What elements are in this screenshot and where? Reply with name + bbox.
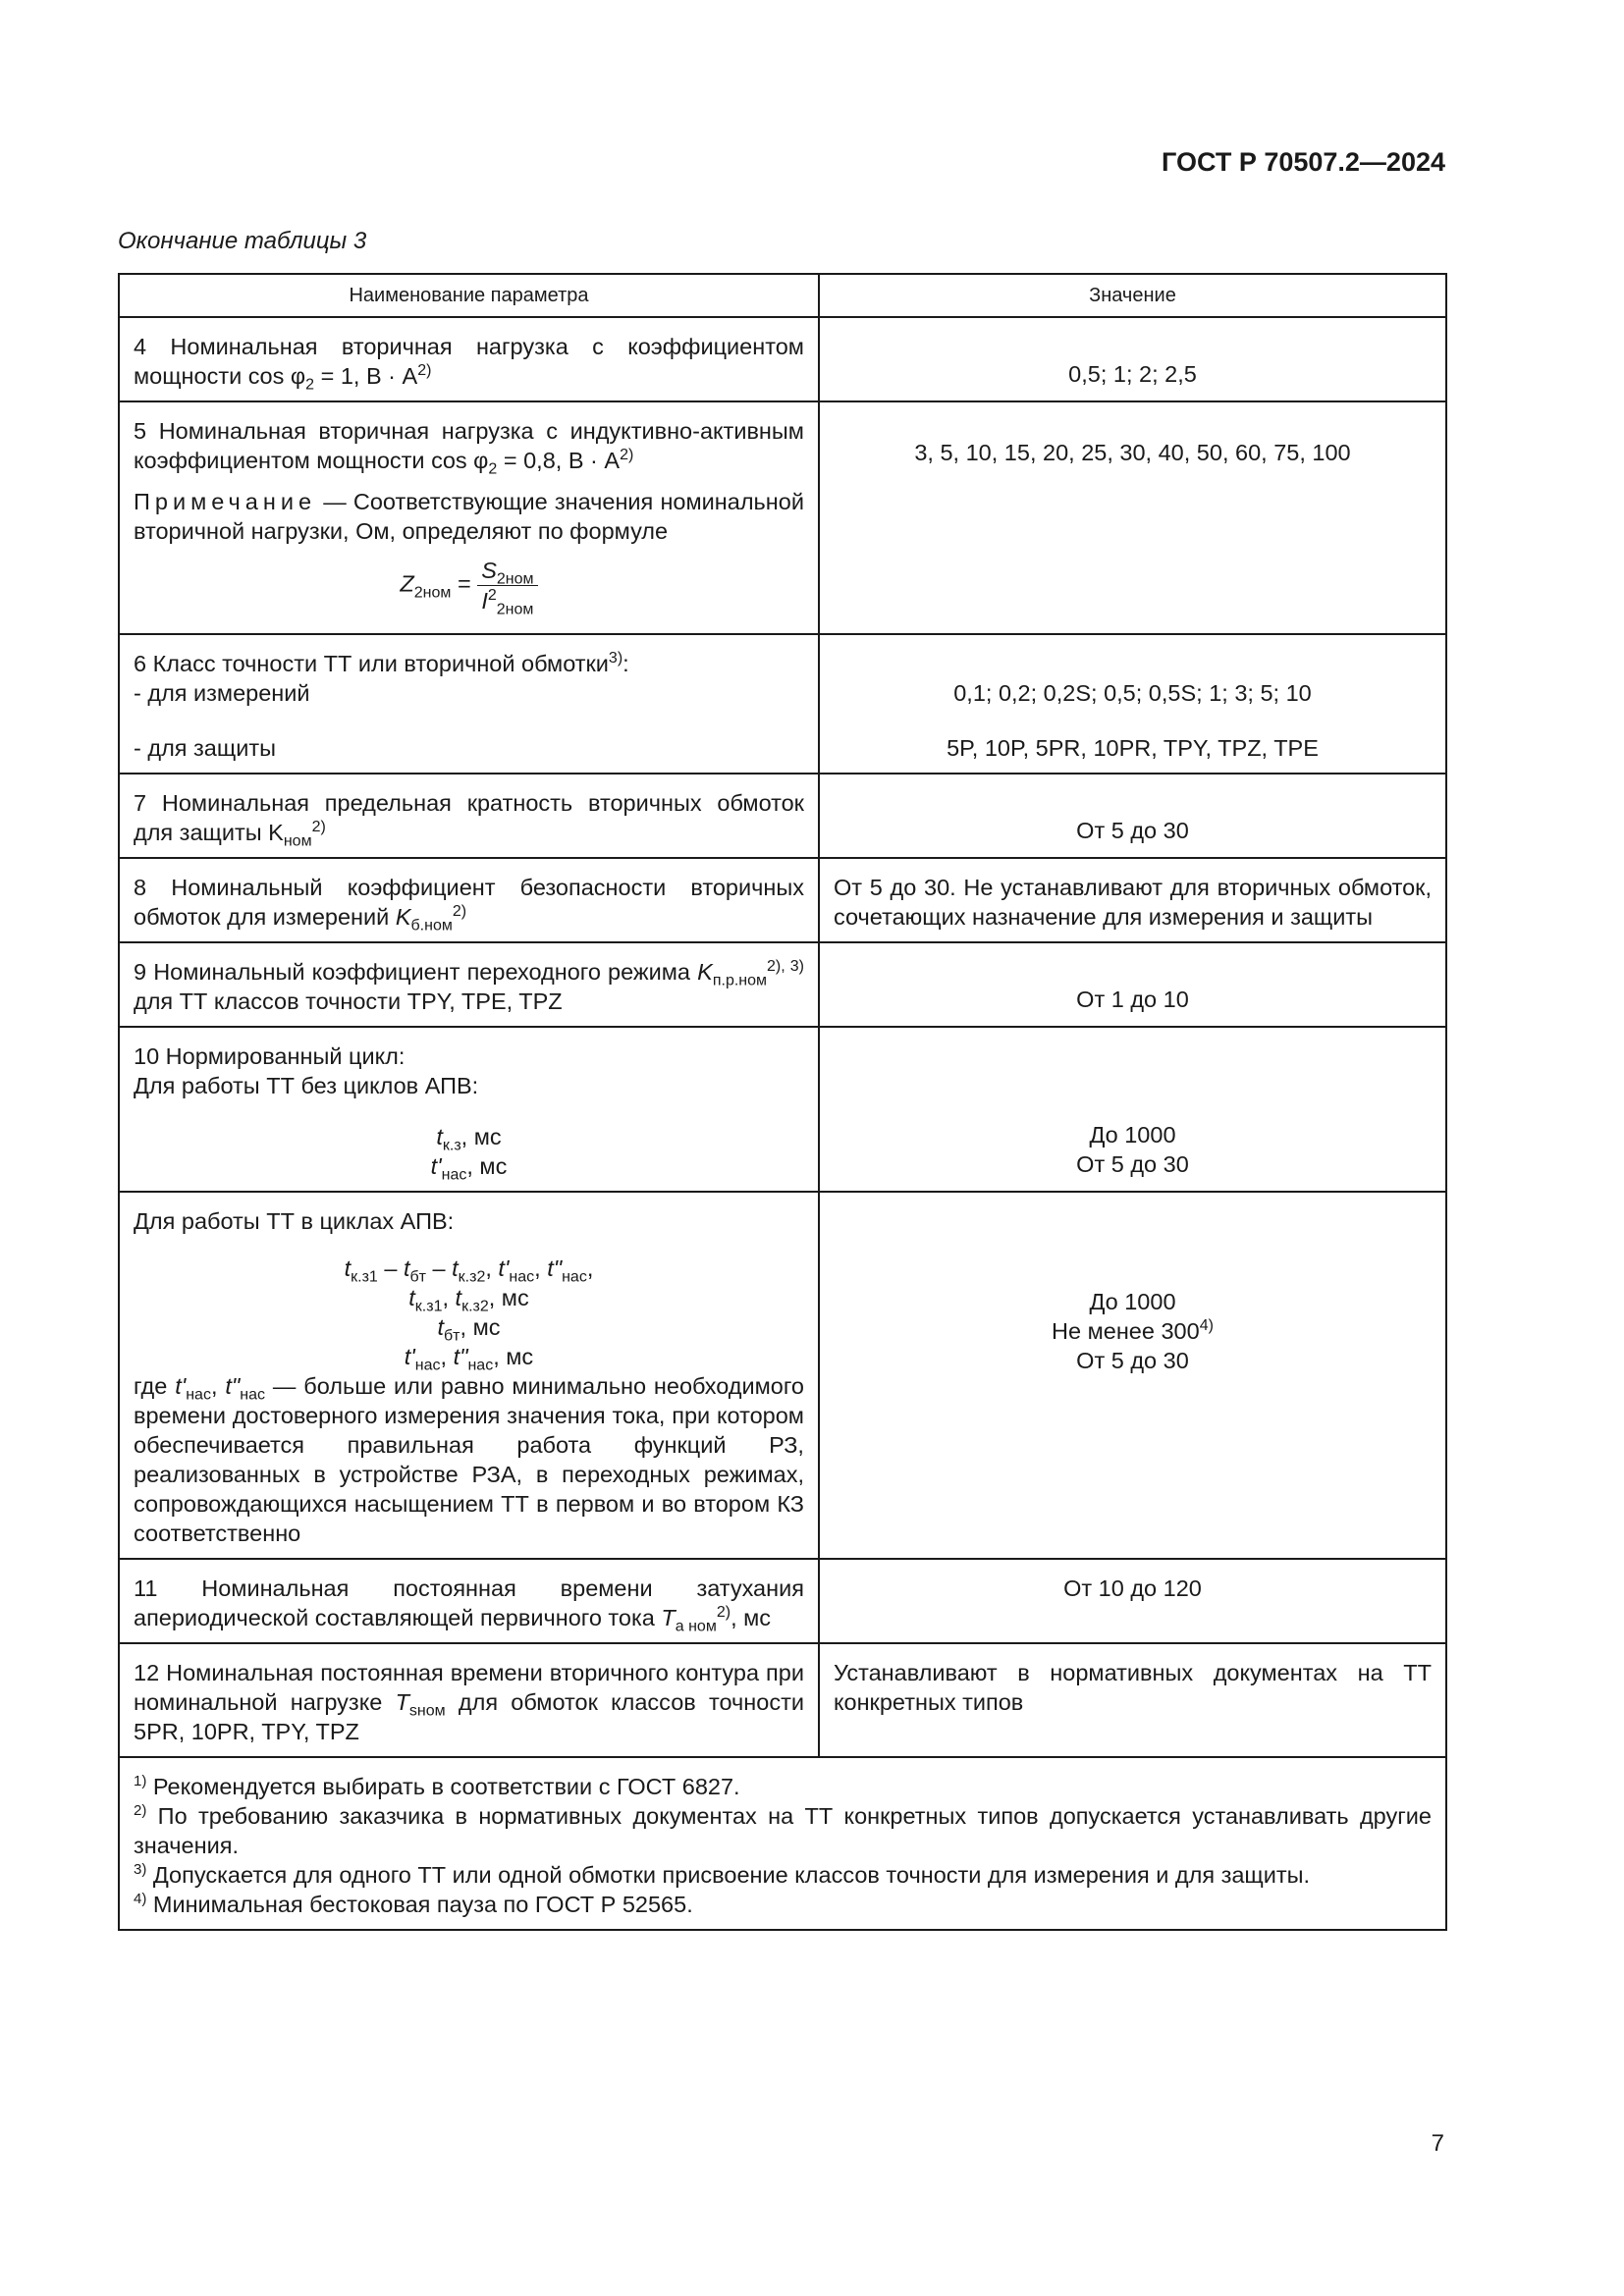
formula-line: [134, 1122, 804, 1154]
subscript: a ном: [675, 1618, 717, 1635]
value-text: Не менее 300: [1052, 1318, 1200, 1344]
time-symbol: t': [430, 1153, 442, 1179]
spacer: [134, 708, 804, 733]
parameter-cell: [119, 942, 819, 1027]
table-header-row: [119, 274, 1446, 317]
subscript: п.р.ном: [712, 972, 768, 989]
where-word: где: [134, 1373, 176, 1399]
column-header-value: Значение: [819, 274, 1446, 317]
list-item: - для защиты: [134, 735, 276, 761]
value-text: От 5 до 30. Не устанавливают для вторичных обмоток, сочетающих назначение для измерения и защиты: [833, 875, 1432, 930]
table-row: [119, 317, 1446, 401]
formula-line: [134, 1283, 804, 1315]
parameter-text: 11 Номинальная постоянная времени затухания апериодической составляющей первичного тока: [134, 1575, 804, 1630]
separator: ,: [534, 1255, 548, 1281]
separator: ,: [210, 1373, 226, 1399]
spacer: [134, 1100, 804, 1122]
footnote-mark: 4): [134, 1891, 147, 1908]
footnotes-cell: [119, 1757, 1446, 1930]
parameter-cell: [119, 401, 819, 634]
formula-equals: =: [451, 570, 478, 597]
footnotes-row: [119, 1757, 1446, 1930]
unit: , мс: [488, 1285, 529, 1310]
value-cell: [819, 774, 1446, 858]
subscript: ном: [283, 832, 312, 850]
footnote-mark: 3): [134, 1861, 147, 1879]
footnote-text: Минимальная бестоковая пауза по ГОСТ Р 52565.: [146, 1892, 693, 1917]
colon: :: [623, 651, 629, 676]
table-row: [119, 1559, 1446, 1643]
table-row: [119, 1192, 1446, 1559]
time-symbol: t': [404, 1344, 415, 1369]
page-number: 7: [1431, 2130, 1444, 2157]
time-symbol: t: [452, 1255, 459, 1281]
formula-symbol: S: [481, 558, 497, 583]
subscript: нас: [414, 1357, 441, 1374]
unit: , мс: [460, 1124, 502, 1149]
parameter-cell: [119, 317, 819, 401]
parameter-text: для ТТ классов точности TPY, TPE, TPZ: [134, 988, 563, 1014]
parameter-cell: [119, 1192, 819, 1559]
formula-subscript: 2ном: [413, 584, 452, 602]
formula-superscript: 2: [487, 587, 497, 605]
parameter-cell: [119, 634, 819, 774]
parameter-cell: [119, 1643, 819, 1757]
value-text: От 5 до 30: [1076, 1151, 1189, 1177]
parameter-text: 5 Номинальная вторичная нагрузка с индуктивно-активным коэффициентом мощности cos: [134, 418, 804, 473]
subscript: 2: [305, 376, 315, 394]
value-cell: [819, 1559, 1446, 1643]
table-row: [119, 401, 1446, 634]
separator: –: [425, 1255, 453, 1281]
formula-subscript: 2ном: [496, 601, 534, 618]
note-text: — Соответствующие значения номинальной вторичной нагрузки, Ом, определяют по формуле: [134, 489, 804, 544]
subscript: к.з2: [458, 1268, 486, 1286]
unit: , мс: [466, 1153, 508, 1179]
unit: , мс: [493, 1344, 534, 1369]
time-symbol: t: [455, 1285, 462, 1310]
formula-line: [134, 1151, 804, 1184]
parameter-cell: [119, 1027, 819, 1192]
parameter-text-block: [134, 649, 804, 678]
parameter-text: Для работы ТТ в циклах АПВ:: [134, 1208, 455, 1234]
value-cell: [819, 1643, 1446, 1757]
time-symbol: t": [547, 1255, 563, 1281]
k-symbol: K: [395, 904, 411, 930]
time-symbol: t": [225, 1373, 241, 1399]
parameter-text: 8 Номинальный коэффициент безопасности вторичных обмоток для измерений: [134, 875, 804, 930]
formula-fraction: [477, 556, 537, 618]
subscript: нас: [240, 1386, 265, 1404]
footnote-ref: 2): [417, 362, 432, 380]
separator: ,: [442, 1285, 456, 1310]
table-row: [119, 1027, 1446, 1192]
footnote: [134, 1860, 1432, 1890]
value-cell: [819, 858, 1446, 942]
footnote-ref: 2): [620, 447, 634, 464]
footnote-ref: 3): [608, 650, 623, 667]
parameter-text: для обмоток классов точности 5PR, 10PR, TPY, TPZ: [134, 1689, 804, 1744]
subscript: нас: [186, 1386, 211, 1404]
subscript: нас: [441, 1166, 467, 1184]
value-text: От 1 до 10: [1076, 987, 1189, 1012]
parameter-text: 7 Номинальная предельная кратность вторичных обмоток для защиты K: [134, 790, 804, 845]
value-cell: [819, 401, 1446, 634]
formula-line: [134, 1312, 804, 1345]
time-symbol: t: [344, 1255, 352, 1281]
formula-line: [134, 1342, 804, 1374]
time-symbol: t": [453, 1344, 468, 1369]
footnote-text: По требованию заказчика в нормативных документах на ТТ конкретных типов допускается устанавливать другие значения.: [134, 1803, 1432, 1858]
value-text: Устанавливают в нормативных документах на ТТ конкретных типов: [833, 1660, 1432, 1715]
value-cell: [819, 1027, 1446, 1192]
separator: –: [377, 1255, 404, 1281]
subscript: бт: [409, 1268, 426, 1286]
time-symbol: t': [175, 1373, 187, 1399]
table-row: [119, 774, 1446, 858]
list-item: - для измерений: [134, 680, 310, 706]
document-code: ГОСТ Р 70507.2—2024: [1162, 147, 1445, 177]
footnote-ref: 2): [311, 819, 326, 836]
value-cell: [819, 317, 1446, 401]
footnote-mark: 2): [134, 1802, 147, 1820]
footnote: [134, 1890, 1432, 1919]
spacer: [834, 708, 1432, 733]
subscript: нас: [562, 1268, 587, 1286]
parameter-text: 12 Номинальная постоянная времени вторичного контура при номинальной нагрузке: [134, 1660, 804, 1715]
spacer: [134, 1236, 804, 1254]
table-row: [119, 942, 1446, 1027]
time-symbol: t: [436, 1124, 443, 1149]
footnote-ref: 2): [716, 1604, 731, 1622]
spacer: [834, 649, 1432, 678]
parameter-text-block: [134, 416, 804, 478]
time-symbol: t: [408, 1285, 415, 1310]
k-symbol: K: [697, 959, 713, 985]
table-row: [119, 1643, 1446, 1757]
subscript: нас: [509, 1268, 535, 1286]
time-symbol: t: [403, 1255, 410, 1281]
footnote-text: Рекомендуется выбирать в соответствии с ГОСТ 6827.: [146, 1774, 740, 1799]
parameter-text: 9 Номинальный коэффициент переходного режима: [134, 959, 698, 985]
value-line: [834, 1316, 1432, 1346]
parameter-text: 10 Нормированный цикл:: [134, 1043, 406, 1069]
table-caption: Окончание таблицы 3: [118, 228, 367, 254]
footnote-ref: 4): [1199, 1317, 1214, 1335]
where-clause: [134, 1371, 804, 1548]
value-text: От 10 до 120: [1063, 1575, 1202, 1601]
value-cell: [819, 942, 1446, 1027]
formula-line: [134, 1254, 804, 1286]
phi-symbol: φ: [290, 363, 306, 389]
column-header-parameter: Наименование параметра: [119, 274, 819, 317]
impedance-formula: [134, 556, 804, 618]
formula-symbol: Z: [400, 570, 414, 597]
footnote-ref: 2): [452, 903, 467, 921]
subscript: нас: [467, 1357, 494, 1374]
parameter-text: = 1, В · А: [314, 363, 418, 389]
value-text: От 5 до 30: [1076, 818, 1189, 843]
subscript: б.ном: [410, 917, 453, 934]
unit: , мс: [731, 1605, 772, 1630]
parameter-cell: [119, 1559, 819, 1643]
subscript: sном: [408, 1702, 446, 1720]
formula-subscript: 2ном: [496, 570, 534, 588]
value-text: 5P, 10P, 5PR, 10PR, TPY, TPZ, TPE: [947, 735, 1319, 761]
separator: ,: [586, 1255, 594, 1281]
subscript: к.з: [442, 1137, 461, 1154]
parameter-cell: [119, 774, 819, 858]
time-symbol: t': [498, 1255, 510, 1281]
table-row: [119, 858, 1446, 942]
value-text: 0,5; 1; 2; 2,5: [1068, 361, 1197, 387]
subscript: к.з2: [461, 1298, 489, 1315]
footnote-text: Допускается для одного ТТ или одной обмотки присвоение классов точности для измерения и для защиты.: [146, 1862, 1311, 1888]
footnote-mark: 1): [134, 1773, 147, 1790]
value-text: От 5 до 30: [1076, 1348, 1189, 1373]
parameter-text: Для работы ТТ без циклов АПВ:: [134, 1073, 479, 1098]
subscript: к.з1: [414, 1298, 443, 1315]
t-symbol: T: [661, 1605, 676, 1630]
unit: , мс: [460, 1314, 501, 1340]
note-block: [134, 487, 804, 546]
fraction-denominator: [477, 586, 537, 618]
parameter-text: 6 Класс точности ТТ или вторичной обмотки: [134, 651, 609, 676]
formula-symbol: I: [481, 588, 488, 614]
time-symbol: t: [437, 1314, 445, 1340]
value-text: До 1000: [1089, 1289, 1176, 1314]
subscript: 2: [488, 460, 498, 478]
subscript: бт: [444, 1327, 460, 1345]
note-label: Примечание: [134, 489, 317, 514]
footnote-ref: 2), 3): [767, 958, 804, 976]
value-text: 3, 5, 10, 15, 20, 25, 30, 40, 50, 60, 75, 100: [914, 440, 1351, 465]
parameter-text: = 0,8, В · А: [497, 448, 621, 473]
t-symbol: T: [395, 1689, 409, 1715]
footnote: [134, 1801, 1432, 1860]
separator: ,: [440, 1344, 454, 1369]
parameter-text: 4 Номинальная вторичная нагрузка с коэффициентом мощности cos: [134, 334, 804, 389]
separator: ,: [485, 1255, 499, 1281]
parameters-table: [118, 273, 1447, 1931]
value-cell: [819, 1192, 1446, 1559]
phi-symbol: φ: [473, 448, 489, 473]
subscript: к.з1: [351, 1268, 378, 1286]
footnote: [134, 1772, 1432, 1801]
value-cell: [819, 634, 1446, 774]
parameter-cell: [119, 858, 819, 942]
table-row: [119, 634, 1446, 774]
fraction-numerator: [477, 556, 537, 586]
value-text: 0,1; 0,2; 0,2S; 0,5; 0,5S; 1; 3; 5; 10: [953, 680, 1312, 706]
value-text: До 1000: [1089, 1122, 1176, 1148]
where-text: — больше или равно минимально необходимого времени достоверного измерения значения тока, при котором обеспечивается правильная работа функций РЗ, реализованных в устройстве РЗА, в переходных режимах, сопровождающихся насыщением ТТ в первом и во втором КЗ соответственно: [134, 1373, 804, 1546]
